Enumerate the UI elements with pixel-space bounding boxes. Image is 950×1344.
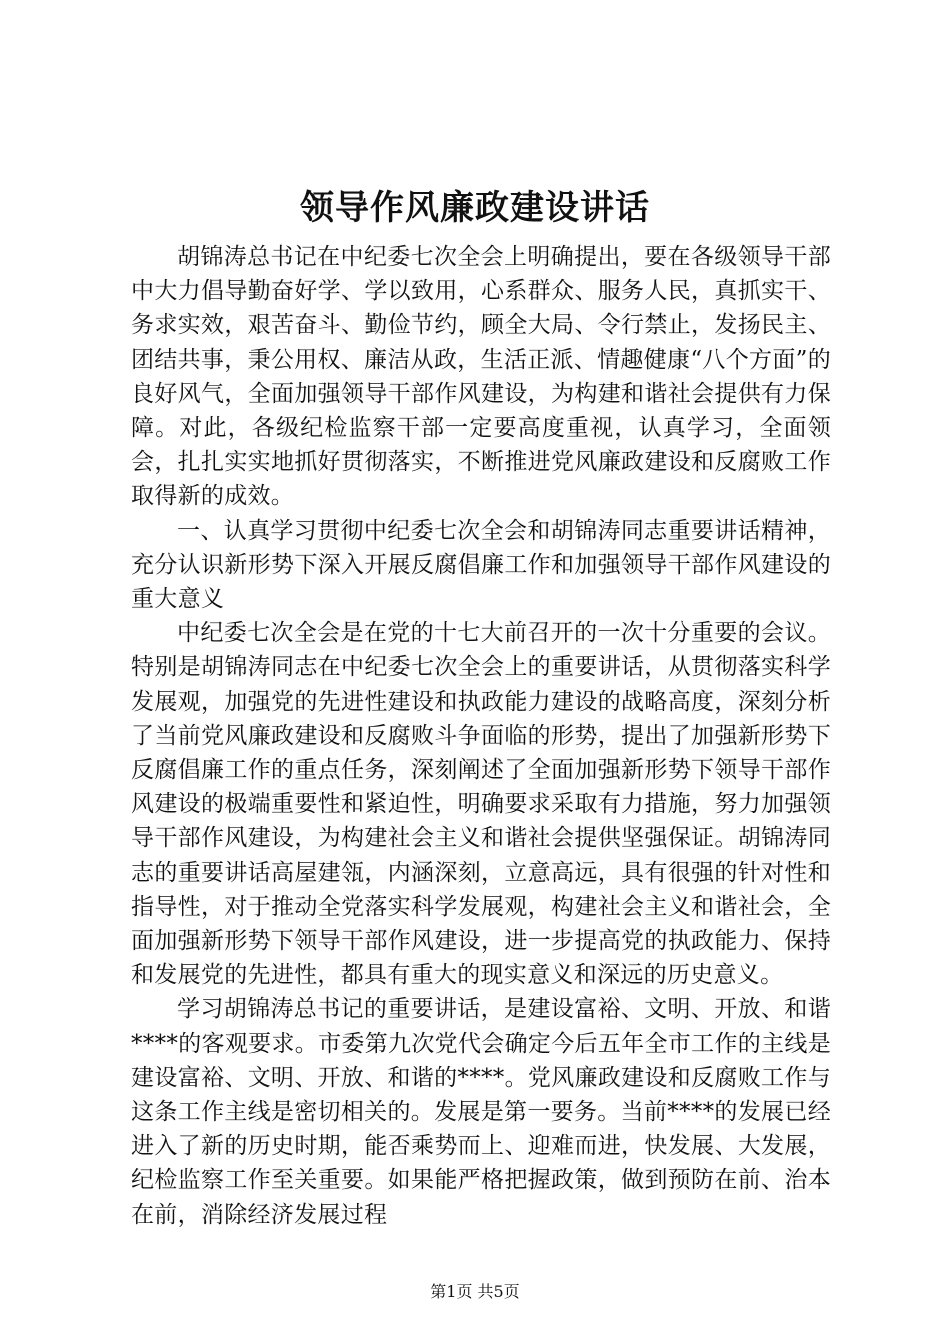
paragraph-4: 学习胡锦涛总书记的重要讲话，是建设富裕、文明、开放、和谐****的客观要求。市委第九次党代会确定今后五年全市工作的主线是建设富裕、文明、开放、和谐的****。党风廉政建设和反腐败工作与这条工作主线是密切相关的。发展是第一要务。当前****的发展已经进入了新的历史时期，能否乘势而上、迎难而进，快发展、大发展，纪检监察工作至关重要。如果能严格把握政策，做到预防在前、治本在前，消除经济发展过程: [131, 996, 831, 1228]
paragraph-3: 中纪委七次全会是在党的十七大前召开的一次十分重要的会议。特别是胡锦涛同志在中纪委七次全会上的重要讲话，从贯彻落实科学发展观，加强党的先进性建设和执政能力建设的战略高度，深刻分析了当前党风廉政建设和反腐败斗争面临的形势，提出了加强新形势下反腐倡廉工作的重点任务，深刻阐述了全面加强新形势下领导干部作风建设的极端重要性和紧迫性，明确要求采取有力措施，努力加强领导干部作风建设，为构建社会主义和谐社会提供坚强保证。胡锦涛同志的重要讲话高屋建瓴，内涵深刻，立意高远，具有很强的针对性和指导性，对于推动全党落实科学发展观，构建社会主义和谐社会，全面加强新形势下领导干部作风建设，进一步提高党的执政能力、保持和发展党的先进性，都具有重大的现实意义和深远的历史意义。: [131, 620, 831, 989]
page-footer: 第1页 共5页: [430, 1282, 520, 1301]
paragraph-2-heading: 一、认真学习贯彻中纪委七次全会和胡锦涛同志重要讲话精神，充分认识新形势下深入开展反腐倡廉工作和加强领导干部作风建设的重大意义: [131, 517, 831, 613]
document-title: 领导作风廉政建设讲话: [300, 188, 650, 228]
paragraph-1: 胡锦涛总书记在中纪委七次全会上明确提出，要在各级领导干部中大力倡导勤奋好学、学以致用，心系群众、服务人民，真抓实干、务求实效，艰苦奋斗、勤俭节约，顾全大局、令行禁止，发扬民主、团结共事，秉公用权、廉洁从政，生活正派、情趣健康“八个方面”的良好风气，全面加强领导干部作风建设，为构建和谐社会提供有力保障。对此，各级纪检监察干部一定要高度重视，认真学习，全面领会，扎扎实实地抓好贯彻落实，不断推进党风廉政建设和反腐败工作取得新的成效。: [131, 244, 831, 510]
document-body: [131, 240, 831, 1232]
